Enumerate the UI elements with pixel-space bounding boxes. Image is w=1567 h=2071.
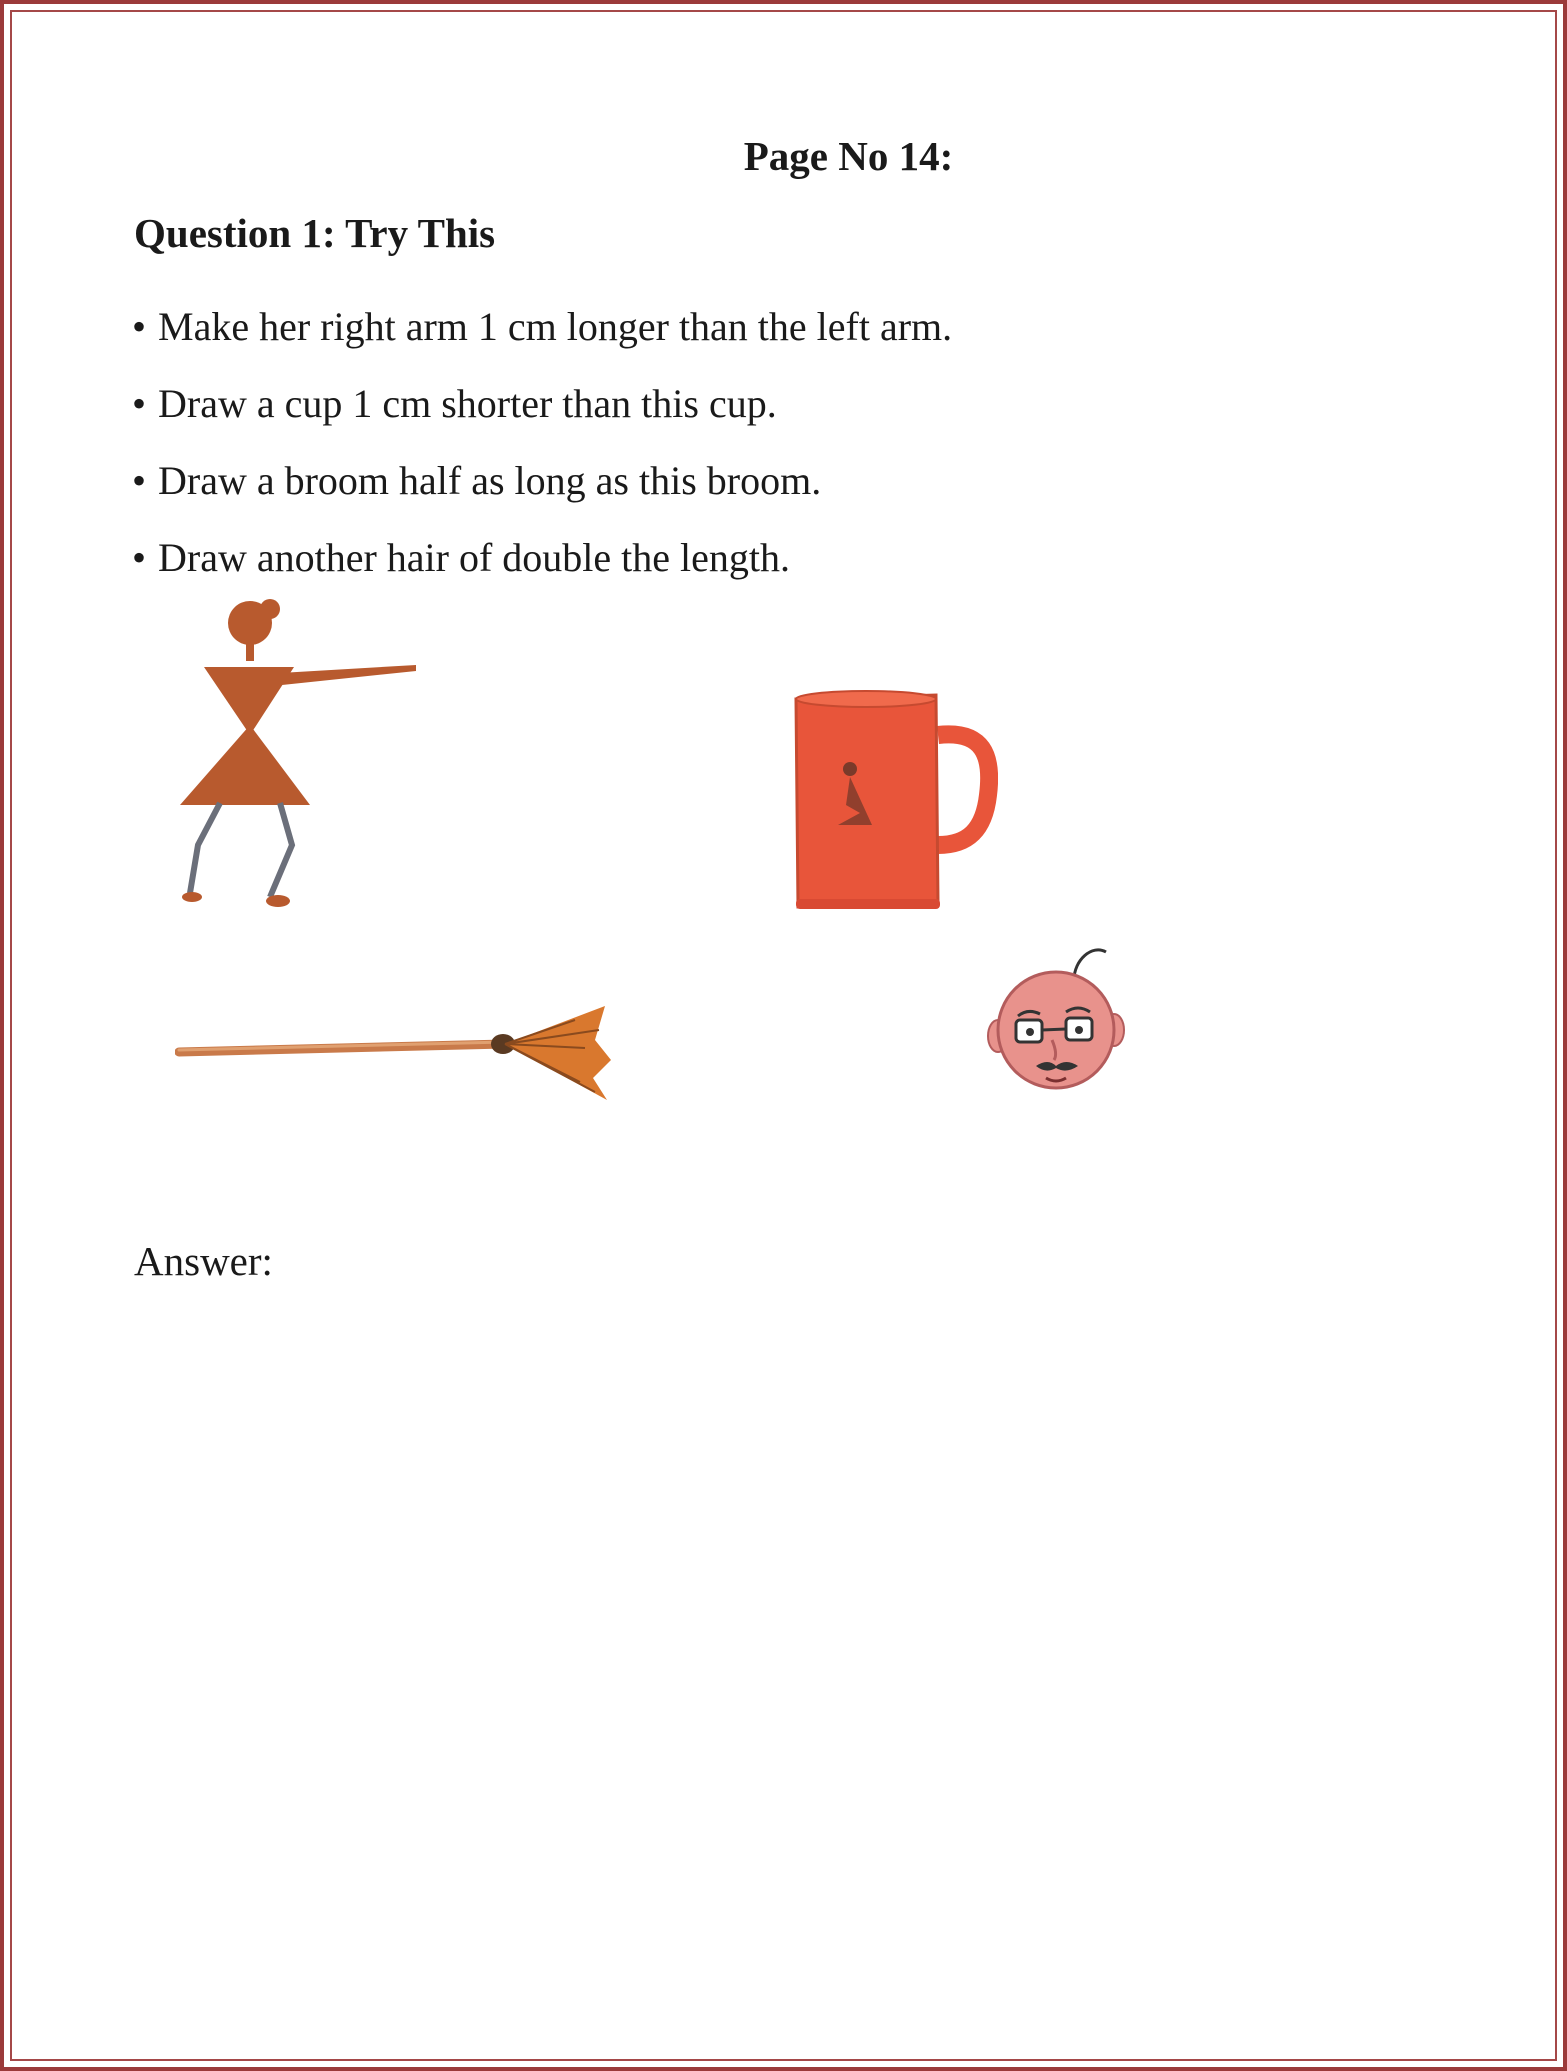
bullet-icon: • [132, 381, 147, 426]
list-item [132, 442, 952, 519]
instruction-text: Draw a broom half as long as this broom. [158, 458, 822, 503]
bullet-icon: • [132, 535, 147, 580]
list-item [132, 288, 952, 365]
instruction-text: Make her right arm 1 cm longer than the left arm. [158, 304, 953, 349]
page-number: Page No 14: [743, 133, 954, 179]
bullet-icon: • [132, 458, 147, 503]
question-title: Question 1: Try This [134, 210, 496, 256]
woman-figure-icon [170, 595, 430, 915]
broom-icon [175, 1000, 615, 1110]
answer-label: Answer: [134, 1238, 273, 1284]
instruction-list [132, 288, 952, 596]
list-item [132, 365, 952, 442]
bald-face-icon [982, 940, 1132, 1100]
list-item [132, 519, 952, 596]
bullet-icon: • [132, 304, 147, 349]
cup-icon [788, 685, 998, 915]
instruction-text: Draw another hair of double the length. [158, 535, 791, 580]
instruction-text: Draw a cup 1 cm shorter than this cup. [158, 381, 777, 426]
